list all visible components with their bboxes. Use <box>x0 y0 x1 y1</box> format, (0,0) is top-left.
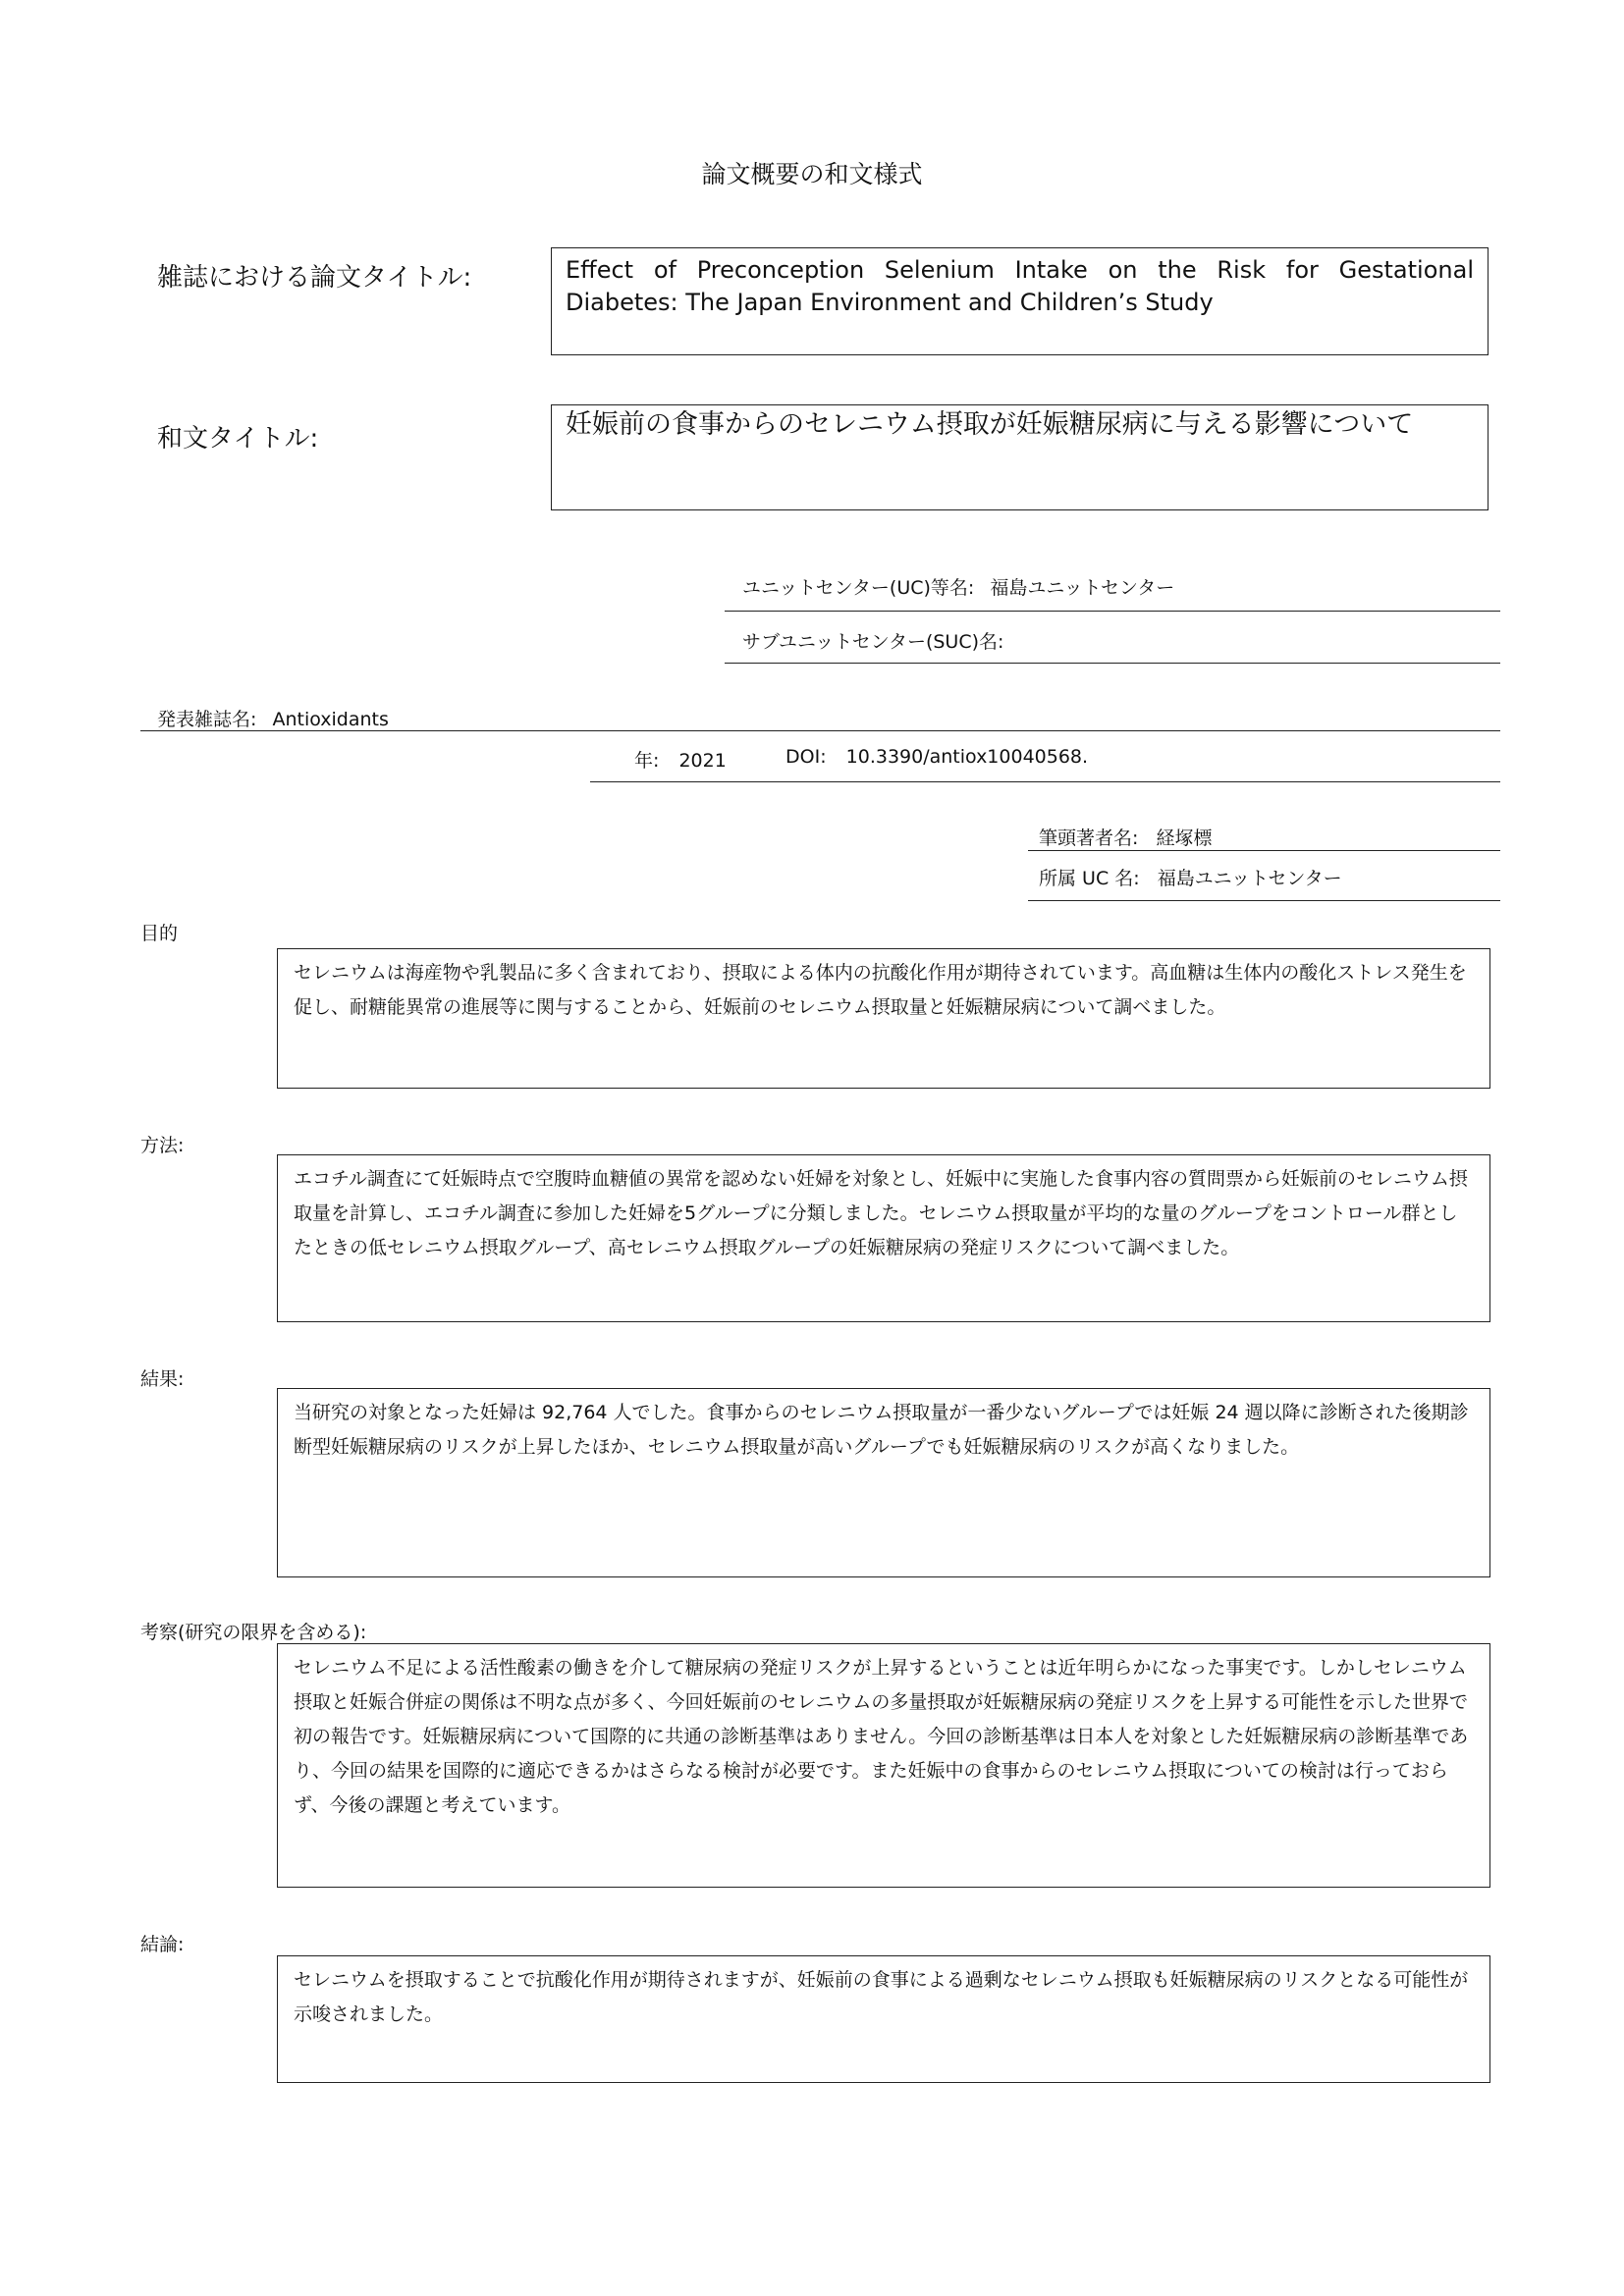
unit-center-label: ユニットセンター(UC)等名: <box>742 577 975 599</box>
year-row <box>634 746 727 773</box>
discussion-label: 考察(研究の限界を含める): <box>140 1622 367 1643</box>
divider <box>1028 900 1500 901</box>
japanese-title-label: 和文タイトル: <box>157 424 319 454</box>
conclusion-text: セレニウムを摂取することで抗酸化作用が期待されますが、妊娠前の食事による過剰なセレニウム摂取も妊娠糖尿病のリスクとなる可能性が示唆されました。 <box>294 1969 1469 2025</box>
page-title: 論文概要の和文様式 <box>701 160 923 188</box>
purpose-label: 目的 <box>140 923 179 944</box>
doi-row <box>785 746 1088 768</box>
journal-name-row <box>157 705 389 731</box>
results-label: 結果: <box>140 1368 185 1390</box>
conclusion-label: 結論: <box>140 1934 185 1955</box>
methods-text: エコチル調査にて妊娠時点で空腹時血糖値の異常を認めない妊婦を対象とし、妊娠中に実施した食事内容の質問票から妊娠前のセレニウム摂取量を計算し、エコチル調査に参加した妊婦を5グループに分類しました。セレニウム摂取量が平均的な量のグループをコントロール群としたときの低セレニウム摂取グループ、高セレニウム摂取グループの妊娠糖尿病の発症リスクについて調べました。 <box>294 1168 1468 1258</box>
divider <box>725 663 1500 664</box>
divider <box>1028 850 1500 851</box>
sub-unit-center-label: サブユニットセンター(SUC)名: <box>742 631 1004 653</box>
year-value: 2021 <box>678 750 727 772</box>
journal-title-value: Effect of Preconception Selenium Intake on the Risk for Gestational Diabetes: The Japan Environment and Children’s Study <box>566 256 1474 316</box>
divider <box>590 781 1500 782</box>
japanese-title-box <box>551 404 1489 510</box>
japanese-title-value: 妊娠前の食事からのセレニウム摂取が妊娠糖尿病に与える影響について <box>566 409 1414 440</box>
discussion-box <box>277 1643 1490 1888</box>
conclusion-box <box>277 1955 1490 2083</box>
doi-label: DOI: <box>785 746 827 768</box>
sub-unit-center-row <box>742 627 1013 654</box>
discussion-text: セレニウム不足による活性酸素の働きを介して糖尿病の発症リスクが上昇するということは近年明らかになった事実です。しかしセレニウム摂取と妊娠合併症の関係は不明な点が多く、今回妊娠前のセレニウムの多量摂取が妊娠糖尿病の発症リスクを上昇する可能性を示した世界で初の報告です。妊娠糖尿病について国際的に共通の診断基準はありません。今回の診断基準は日本人を対象とした妊娠糖尿病の診断基準であり、今回の結果を国際的に適応できるかはさらなる検討が必要です。また妊娠中の食事からのセレニウム摂取についての検討は行っておらず、今後の課題と考えています。 <box>294 1657 1469 1816</box>
unit-center-value: 福島ユニットセンター <box>990 577 1175 599</box>
year-label: 年: <box>634 750 660 772</box>
divider <box>140 730 1500 731</box>
affiliation-row <box>1039 864 1342 890</box>
author-row <box>1039 824 1212 850</box>
journal-title-label: 雑誌における論文タイトル: <box>157 263 472 293</box>
purpose-text: セレニウムは海産物や乳製品に多く含まれており、摂取による体内の抗酸化作用が期待されています。高血糖は生体内の酸化ストレス発生を促し、耐糖能異常の進展等に関与することから、妊娠前のセレニウム摂取量と妊娠糖尿病について調べました。 <box>294 962 1467 1018</box>
purpose-box <box>277 948 1490 1089</box>
author-label: 筆頭著者名: <box>1039 828 1139 849</box>
affiliation-label: 所属 UC 名: <box>1039 868 1140 889</box>
journal-name-value: Antioxidants <box>272 709 389 730</box>
methods-box <box>277 1154 1490 1322</box>
divider <box>725 611 1500 612</box>
results-box <box>277 1388 1490 1577</box>
affiliation-value: 福島ユニットセンター <box>1157 868 1342 889</box>
author-value: 経塚標 <box>1156 828 1213 849</box>
methods-label: 方法: <box>140 1135 185 1156</box>
doi-value: 10.3390/antiox10040568. <box>845 746 1089 768</box>
journal-title-box <box>551 247 1489 355</box>
journal-name-label: 発表雑誌名: <box>157 709 257 730</box>
unit-center-row <box>742 573 1174 600</box>
results-text: 当研究の対象となった妊婦は 92,764 人でした。食事からのセレニウム摂取量が一番少ないグループでは妊娠 24 週以降に診断された後期診断型妊娠糖尿病のリスクが上昇したほか、セレニウム摂取量が高いグループでも妊娠糖尿病のリスクが高くなりました。 <box>294 1402 1469 1458</box>
